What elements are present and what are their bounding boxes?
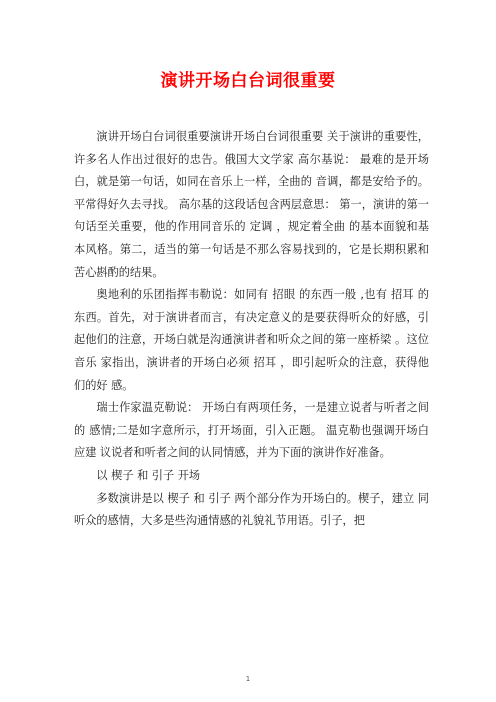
- paragraph: 演讲开场白台词很重要演讲开场白台词很重要 关于演讲的重要性，许多名人作出过很好的忠告。俄国大文学家 高尔基说： 最难的是开场白，就是第一句话，如同在音乐上一样，全曲的 音调，都是安给予的。平常得好久去寻找。 高尔基的这段话包含两层意思： 第一，演讲的第一句话至关重要，他的作用同音乐的 定调 ，规定着全曲 的基本面貌和基本风格。第二，适当的第一句话是不那么容易找到的，它是长期积累和苦心斟酌的结果。: [74, 130, 429, 279]
- document-body: [74, 126, 429, 533]
- section-heading: 以 楔子 和 引子 开场: [96, 468, 201, 482]
- page-number: 1: [245, 675, 251, 683]
- document-title: 演讲开场白台词很重要: [160, 71, 336, 91]
- paragraph: 奥地利的乐团指挥韦勒说：如同有 招眼 的东西一般 ,也有 招耳 的东西。首先，对于演讲者而言，有决定意义的是要获得听众的好感，引起他们的注意，开场白就是沟通演讲者和听众之间的第一座桥梁 。这位音乐 家指出，演讲者的开场白必须 招耳 ，即引起听众的注意，获得他们的好 感。: [74, 288, 429, 392]
- paragraph: 多数演讲是以 楔子 和 引子 两个部分作为开场白的。楔子，建立 同听众的感情，大多是些沟通情感的礼貌礼节用语。引子，把: [74, 491, 429, 528]
- paragraph: 瑞士作家温克勒说： 开场白有两项任务，一是建立说者与听者之间的 感情;二是如字意所示，打开场面，引入正题。 温克勒也强调开场白应建 议说者和听者之间的认同情感，并为下面的演讲作好准备。: [74, 401, 429, 460]
